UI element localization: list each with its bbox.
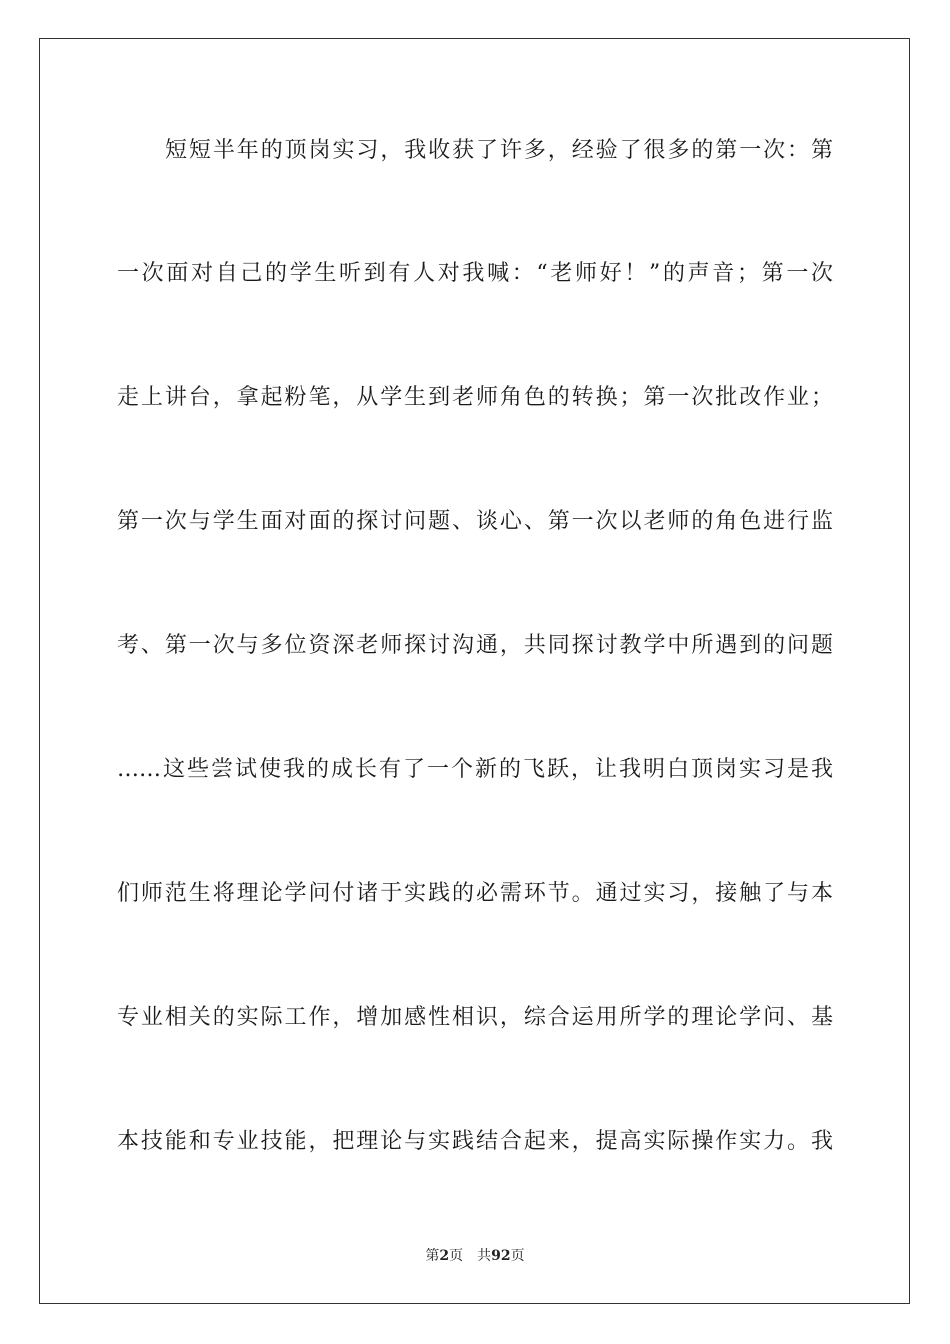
- total-prefix: 共: [477, 1248, 492, 1264]
- page-border: [39, 38, 910, 1304]
- paragraph-line: 专业相关的实际工作，增加感性相识，综合运用所学的理论学问、基: [117, 1005, 833, 1030]
- paragraph-line: 们师范生将理论学问付诸于实践的必需环节。通过实习，接触了与本: [117, 881, 833, 906]
- paragraph-line: 本技能和专业技能，把理论与实践结合起来，提高实际操作实力。我: [117, 1129, 833, 1154]
- total-pages: 92: [491, 1248, 511, 1264]
- page-prefix: 第: [425, 1248, 440, 1264]
- page-suffix: 页: [449, 1248, 464, 1264]
- page-number: 2: [439, 1248, 450, 1264]
- paragraph-line: 一次面对自己的学生听到有人对我喊：“老师好！”的声音；第一次: [117, 261, 833, 286]
- paragraph-line: 考、第一次与多位资深老师探讨沟通，共同探讨教学中所遇到的问题: [117, 633, 833, 658]
- paragraph-line: 走上讲台，拿起粉笔，从学生到老师角色的转换；第一次批改作业；: [117, 385, 833, 410]
- paragraph-line: 短短半年的顶岗实习，我收获了许多，经验了很多的第一次：第: [165, 138, 833, 163]
- page-footer: [0, 1247, 950, 1265]
- paragraph-line: ……这些尝试使我的成长有了一个新的飞跃，让我明白顶岗实习是我: [117, 757, 833, 782]
- paragraph-line: 第一次与学生面对面的探讨问题、谈心、第一次以老师的角色进行监: [117, 509, 833, 534]
- total-suffix: 页: [510, 1248, 525, 1264]
